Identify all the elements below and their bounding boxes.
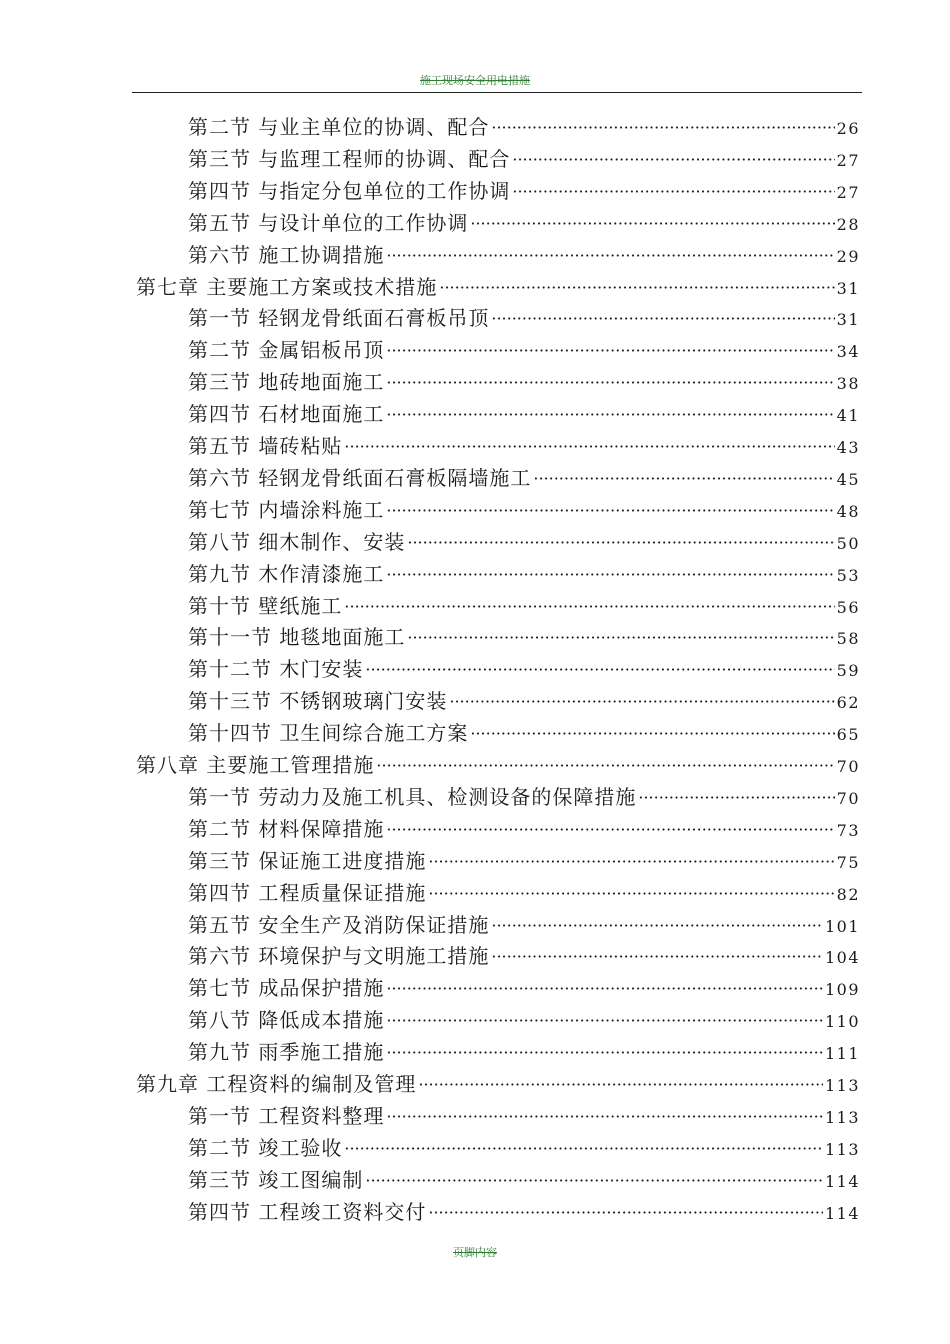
toc-chapter-entry[interactable] xyxy=(136,1067,860,1097)
toc-page-number: 110 xyxy=(824,1012,860,1032)
toc-section-entry[interactable] xyxy=(188,557,860,587)
toc-dot-leader xyxy=(512,150,834,172)
page-header: 施工现场安全用电措施 xyxy=(420,74,530,87)
toc-dot-leader xyxy=(386,820,834,842)
toc-entry-title: 第四节 工程质量保证措施 xyxy=(188,880,427,905)
toc-page-number: 31 xyxy=(836,310,860,330)
toc-section-entry[interactable] xyxy=(188,589,860,619)
toc-entry-title: 第三节 与监理工程师的协调、配合 xyxy=(188,146,511,171)
toc-page-number: 45 xyxy=(836,469,860,489)
toc-entry-title: 第十四节 卫生间综合施工方案 xyxy=(188,721,469,746)
toc-section-entry[interactable] xyxy=(188,1035,860,1065)
toc-page-number: 75 xyxy=(836,852,860,872)
toc-entry-title: 第二节 金属铝板吊顶 xyxy=(188,338,385,363)
toc-dot-leader xyxy=(386,565,834,587)
toc-section-entry[interactable] xyxy=(188,461,860,491)
toc-entry-title: 第六节 环境保护与文明施工措施 xyxy=(188,944,490,969)
toc-page-number: 82 xyxy=(836,884,860,904)
toc-entry-title: 第五节 安全生产及消防保证措施 xyxy=(188,912,490,937)
toc-dot-leader xyxy=(386,341,834,363)
toc-section-entry[interactable] xyxy=(188,780,860,810)
toc-dot-leader xyxy=(376,756,834,778)
toc-page-number: 104 xyxy=(824,948,860,968)
toc-chapter-entry[interactable] xyxy=(136,270,860,300)
toc-entry-title: 第六节 施工协调措施 xyxy=(188,242,385,267)
toc-page-number: 27 xyxy=(836,182,860,202)
toc-dot-leader xyxy=(386,405,834,427)
toc-dot-leader xyxy=(428,852,834,874)
toc-page-number: 56 xyxy=(836,597,860,617)
toc-section-entry[interactable] xyxy=(188,1131,860,1161)
toc-section-entry[interactable] xyxy=(188,397,860,427)
toc-entry-title: 第一节 劳动力及施工机具、检测设备的保障措施 xyxy=(188,784,637,809)
toc-section-entry[interactable] xyxy=(188,812,860,842)
toc-entry-title: 第二节 材料保障措施 xyxy=(188,816,385,841)
toc-page-number: 111 xyxy=(824,1044,860,1064)
toc-dot-leader xyxy=(386,1107,823,1129)
toc-entry-title: 第二节 竣工验收 xyxy=(188,1135,343,1160)
toc-dot-leader xyxy=(386,501,834,523)
toc-page-number: 114 xyxy=(824,1171,860,1191)
toc-entry-title: 第九节 雨季施工措施 xyxy=(188,1040,385,1065)
toc-section-entry[interactable] xyxy=(188,652,860,682)
toc-entry-title: 第一节 工程资料整理 xyxy=(188,1103,385,1128)
toc-dot-leader xyxy=(344,1139,823,1161)
toc-dot-leader xyxy=(407,533,834,555)
toc-page-number: 27 xyxy=(836,150,860,170)
toc-entry-title: 第十一节 地毯地面施工 xyxy=(188,625,406,650)
toc-page-number: 109 xyxy=(824,980,860,1000)
toc-dot-leader xyxy=(512,182,834,204)
toc-page-number: 48 xyxy=(836,501,860,521)
toc-entry-title: 第三节 地砖地面施工 xyxy=(188,370,385,395)
toc-section-entry[interactable] xyxy=(188,493,860,523)
toc-entry-title: 第十二节 木门安装 xyxy=(188,657,364,682)
toc-dot-leader xyxy=(470,214,834,236)
toc-dot-leader xyxy=(386,1011,823,1033)
toc-page-number: 34 xyxy=(836,342,860,362)
toc-section-entry[interactable] xyxy=(188,971,860,1001)
toc-section-entry[interactable] xyxy=(188,110,860,140)
toc-page-number: 43 xyxy=(836,438,860,457)
toc-dot-leader xyxy=(344,597,834,619)
toc-dot-leader xyxy=(449,692,834,714)
toc-dot-leader xyxy=(491,309,834,331)
toc-entry-title: 第九章 工程资料的编制及管理 xyxy=(136,1072,417,1096)
toc-page-number: 58 xyxy=(836,629,860,649)
toc-section-entry[interactable] xyxy=(188,206,860,236)
toc-entry-title: 第五节 与设计单位的工作协调 xyxy=(188,210,469,235)
toc-page-number: 101 xyxy=(824,916,860,936)
toc-page-number: 31 xyxy=(836,278,860,298)
toc-page-number: 28 xyxy=(836,214,860,234)
toc-entry-title: 第四节 与指定分包单位的工作协调 xyxy=(188,178,511,203)
header-divider xyxy=(132,92,862,93)
toc-dot-leader xyxy=(439,278,834,300)
toc-entry-title: 第二节 与业主单位的协调、配合 xyxy=(188,115,490,139)
toc-dot-leader xyxy=(407,628,834,650)
toc-section-entry[interactable] xyxy=(188,844,860,874)
toc-dot-leader xyxy=(428,1203,823,1225)
toc-entry-title: 第八章 主要施工管理措施 xyxy=(136,753,375,777)
toc-page-number: 59 xyxy=(836,661,860,681)
toc-dot-leader xyxy=(386,979,823,1001)
toc-section-entry[interactable] xyxy=(188,1195,860,1225)
toc-section-entry[interactable] xyxy=(188,1099,860,1129)
toc-dot-leader xyxy=(533,469,834,491)
toc-dot-leader xyxy=(386,373,834,395)
toc-section-entry[interactable] xyxy=(188,1003,860,1033)
toc-dot-leader xyxy=(470,724,834,746)
toc-entry-title: 第十三节 不锈钢玻璃门安装 xyxy=(188,689,448,714)
toc-section-entry[interactable] xyxy=(188,620,860,650)
toc-section-entry[interactable] xyxy=(188,301,860,331)
toc-section-entry[interactable] xyxy=(188,429,860,459)
toc-section-entry[interactable] xyxy=(188,238,860,268)
toc-entry-title: 第四节 工程竣工资料交付 xyxy=(188,1199,427,1224)
toc-dot-leader xyxy=(386,1043,823,1065)
toc-section-entry[interactable] xyxy=(188,876,860,906)
toc-page-number: 113 xyxy=(824,1076,860,1095)
toc-page-number: 26 xyxy=(836,119,860,138)
toc-page-number: 50 xyxy=(836,533,860,553)
page-footer: 页脚内容 xyxy=(453,1246,497,1259)
toc-page-number: 70 xyxy=(836,757,860,776)
toc-section-entry[interactable] xyxy=(188,716,860,746)
toc-section-entry[interactable] xyxy=(188,365,860,395)
toc-dot-leader xyxy=(386,246,834,268)
toc-dot-leader xyxy=(365,660,834,682)
toc-section-entry[interactable] xyxy=(188,174,860,204)
toc-page-number: 73 xyxy=(836,820,860,840)
toc-entry-title: 第三节 竣工图编制 xyxy=(188,1167,364,1192)
toc-section-entry[interactable] xyxy=(188,333,860,363)
toc-entry-title: 第五节 墙砖粘贴 xyxy=(188,434,343,458)
toc-page-number: 114 xyxy=(824,1203,860,1223)
toc-entry-title: 第七章 主要施工方案或技术措施 xyxy=(136,274,438,299)
toc-entry-title: 第八节 细木制作、安装 xyxy=(188,529,406,554)
toc-section-entry[interactable] xyxy=(188,939,860,969)
toc-chapter-entry[interactable] xyxy=(136,748,860,778)
toc-dot-leader xyxy=(365,1171,823,1193)
toc-dot-leader xyxy=(344,437,834,459)
toc-section-entry[interactable] xyxy=(188,525,860,555)
toc-entry-title: 第七节 内墙涂料施工 xyxy=(188,497,385,522)
toc-page-number: 113 xyxy=(824,1139,860,1159)
toc-page-number: 70 xyxy=(836,788,860,808)
toc-entry-title: 第八节 降低成本措施 xyxy=(188,1008,385,1033)
toc-dot-leader xyxy=(491,916,823,938)
toc-dot-leader xyxy=(418,1075,823,1097)
toc-page-number: 41 xyxy=(836,406,860,426)
toc-entry-title: 第七节 成品保护措施 xyxy=(188,976,385,1001)
toc-page-number: 62 xyxy=(836,693,860,713)
toc-entry-title: 第四节 石材地面施工 xyxy=(188,402,385,427)
toc-section-entry[interactable] xyxy=(188,684,860,714)
toc-section-entry[interactable] xyxy=(188,142,860,172)
toc-section-entry[interactable] xyxy=(188,1163,860,1193)
toc-page-number: 38 xyxy=(836,374,860,394)
toc-dot-leader xyxy=(428,884,834,906)
toc-page-number: 53 xyxy=(836,565,860,585)
toc-dot-leader xyxy=(638,788,834,810)
toc-entry-title: 第三节 保证施工进度措施 xyxy=(188,848,427,873)
toc-page-number: 113 xyxy=(824,1107,860,1127)
toc-entry-title: 第六节 轻钢龙骨纸面石膏板隔墙施工 xyxy=(188,465,532,490)
toc-entry-title: 第一节 轻钢龙骨纸面石膏板吊顶 xyxy=(188,306,490,331)
toc-section-entry[interactable] xyxy=(188,908,860,938)
toc-entry-title: 第十节 壁纸施工 xyxy=(188,593,343,618)
toc-dot-leader xyxy=(491,947,823,969)
toc-entry-title: 第九节 木作清漆施工 xyxy=(188,561,385,586)
toc-page-number: 29 xyxy=(836,246,860,266)
toc-page-number: 65 xyxy=(836,725,860,745)
toc-dot-leader xyxy=(491,118,834,140)
